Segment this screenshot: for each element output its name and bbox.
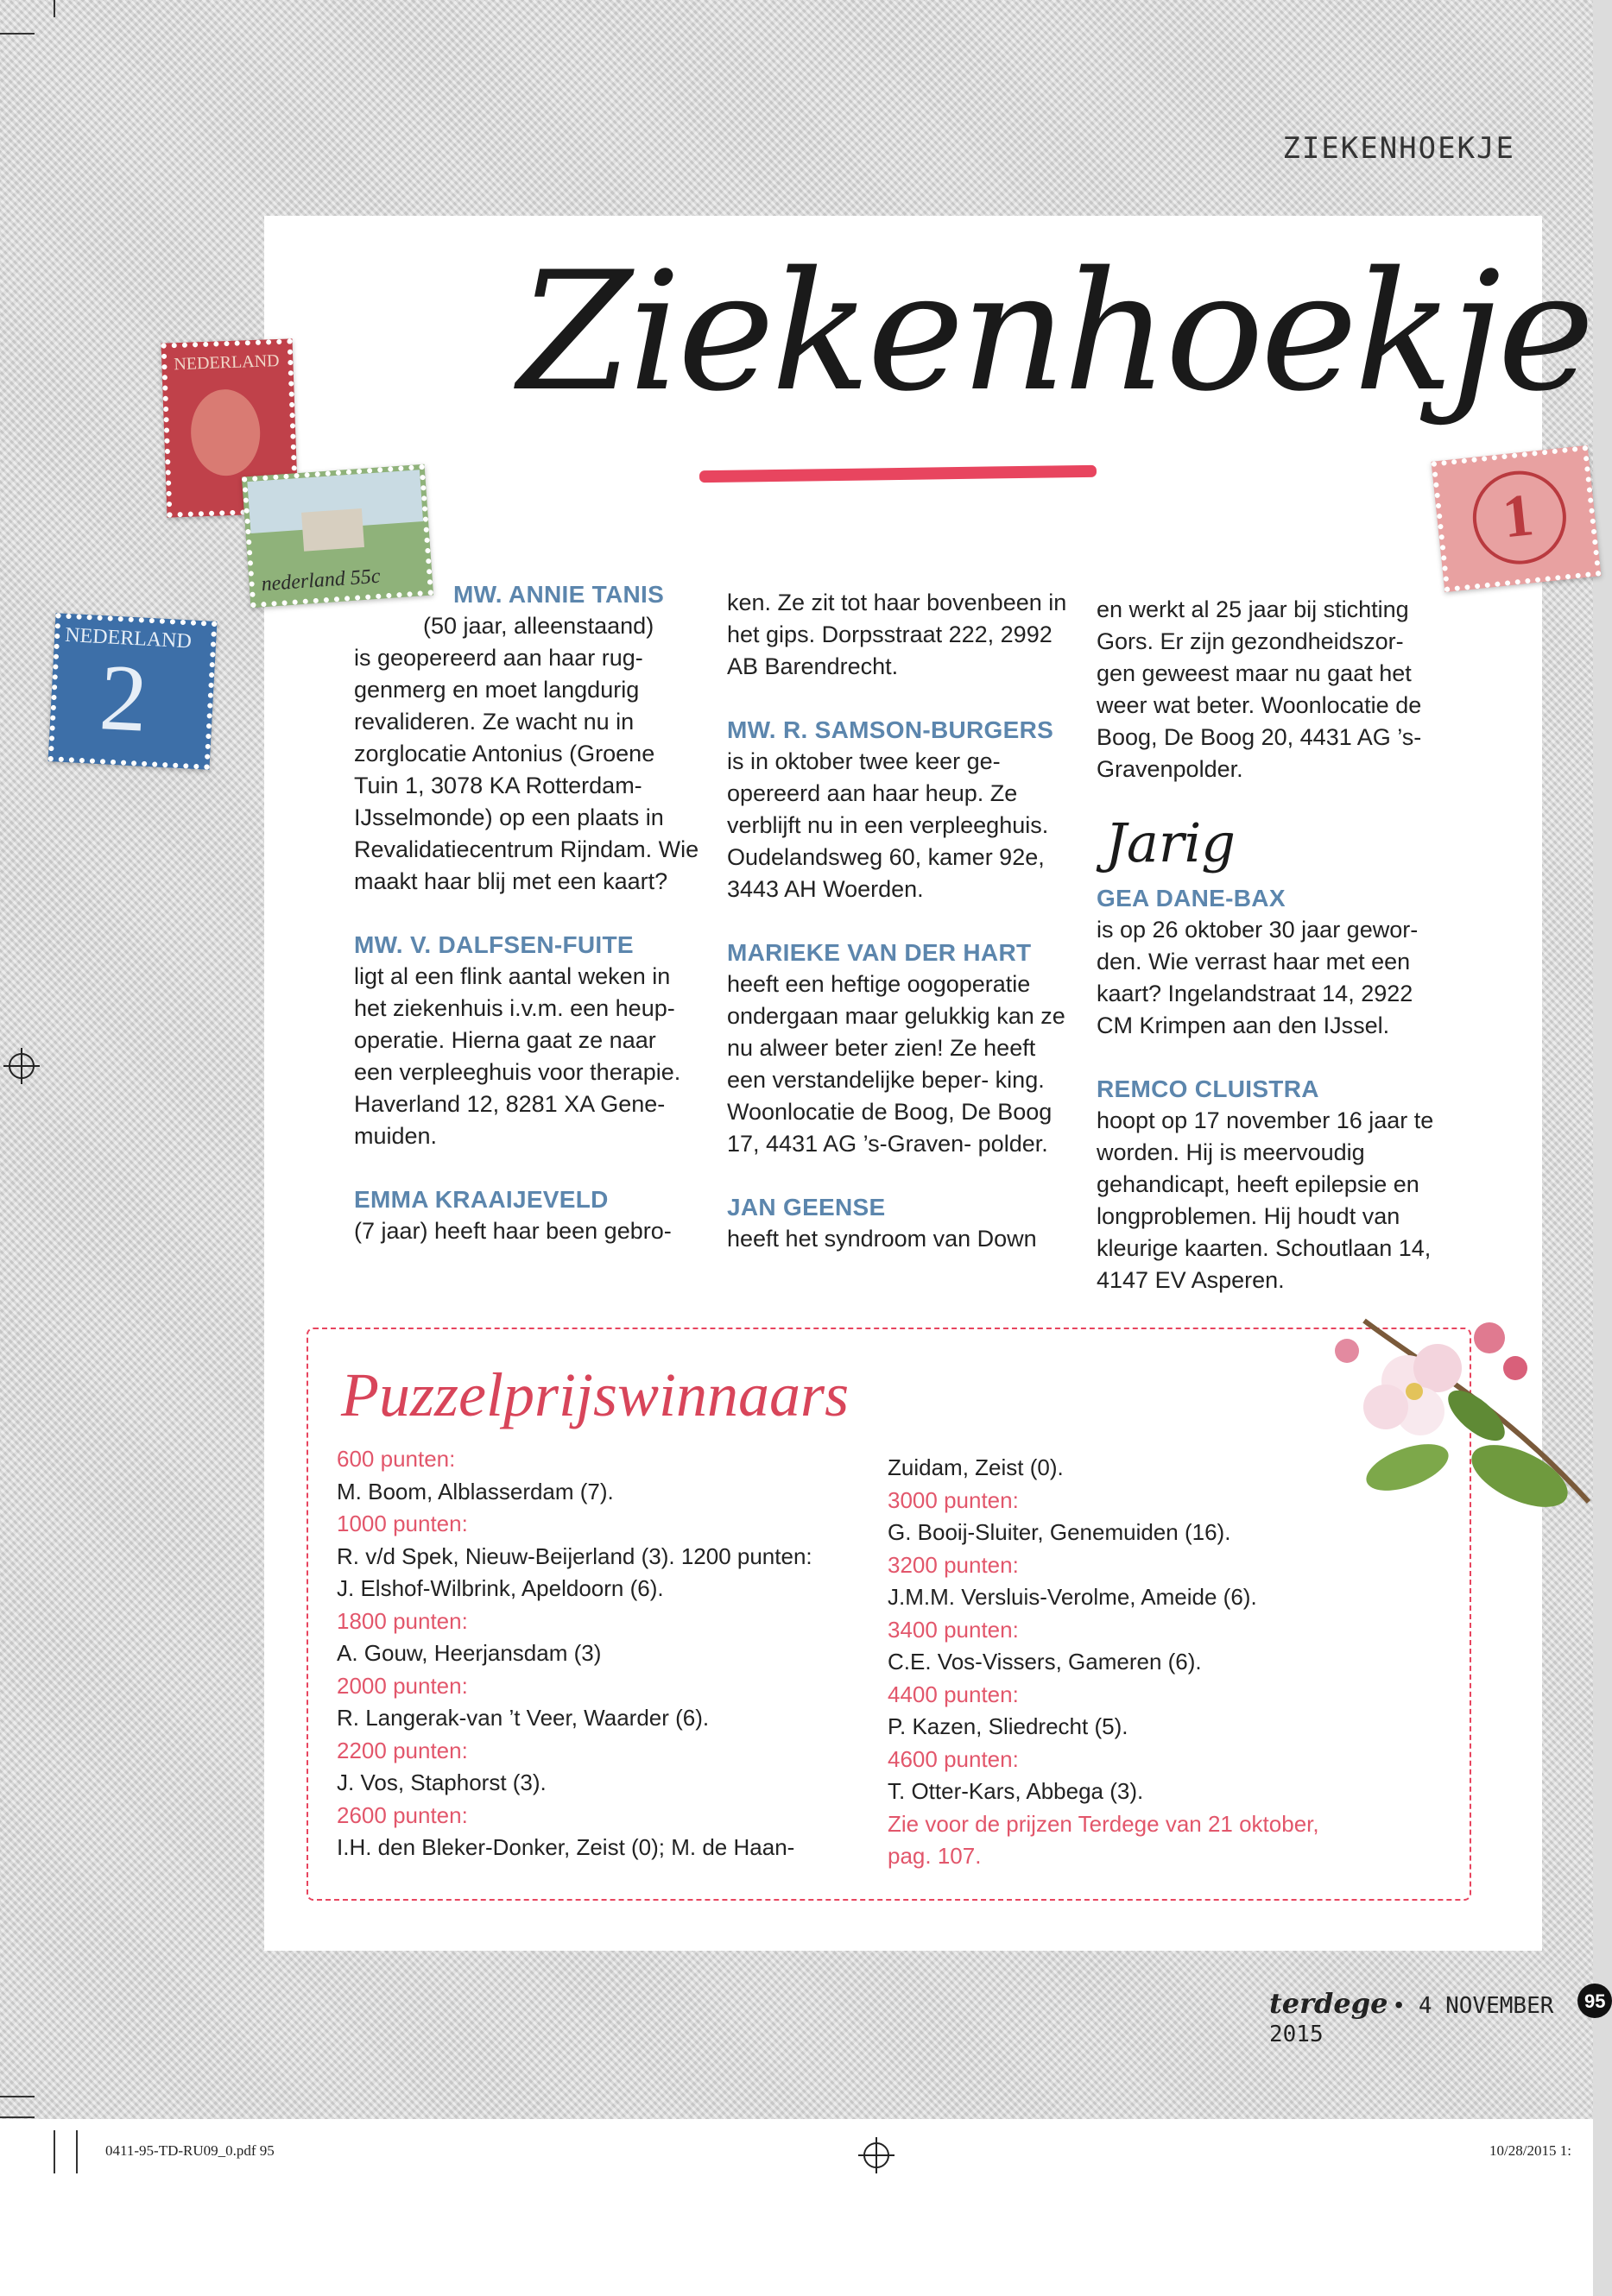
petal (1413, 1344, 1462, 1392)
entry-jan-geense (727, 1191, 1072, 1255)
page-number-badge (1577, 1984, 1612, 2018)
points-category: 4400 punten: (888, 1681, 1019, 1707)
crop-mark (54, 2130, 55, 2173)
prize-note: pag. 107. (888, 1843, 982, 1869)
footer-separator: • (1394, 1991, 1404, 2018)
winner-entry: I.H. den Bleker-Donker, Zeist (0); M. de Haan- (337, 1834, 795, 1860)
entry-name: MW. V. DALFSEN-FUITE (354, 931, 634, 958)
stamp-blue-country: NEDERLAND (64, 623, 193, 653)
jarig-heading: Jarig (1105, 811, 1236, 874)
bud (1503, 1356, 1527, 1380)
entry-emma-kraaijeveld (354, 1183, 699, 1247)
entry-remco-cluistra (1097, 1073, 1442, 1296)
article-column-3 (1097, 594, 1442, 1328)
page-footer (1269, 1987, 1593, 2047)
entry-subtitle: (50 jaar, alleenstaand) (423, 613, 654, 639)
article-column-1 (354, 578, 699, 1278)
registration-mark (9, 1053, 35, 1079)
entry-marieke-van-der-hart (727, 937, 1072, 1160)
entry-text: hoopt op 17 november 16 jaar te worden. Hij is meervoudig gehandicapt, heeft epilepsie en longproblemen. Hij houdt van kleurige kaarten. Schoutlaan 14, 4147 EV Asperen. (1097, 1107, 1434, 1293)
stamp-red-text: NEDERLAND (174, 350, 280, 375)
winner-entry: T. Otter-Kars, Abbega (3). (888, 1778, 1144, 1804)
points-category: 2200 punten: (337, 1737, 468, 1763)
petal (1363, 1385, 1408, 1429)
stamp-blue-2cent (48, 613, 218, 770)
bud (1335, 1339, 1359, 1363)
palace-icon (301, 508, 364, 552)
points-category: 4600 punten: (888, 1745, 1019, 1772)
winner-entry: Zuidam, Zeist (0). (888, 1454, 1064, 1480)
crop-mark (0, 33, 35, 35)
stamp-green-text: nederland 55c (260, 565, 382, 596)
points-category: 1800 punten: (337, 1607, 468, 1634)
winner-entry: R. Langerak-van ’t Veer, Waarder (6). (337, 1705, 710, 1731)
puzzle-winners-title: Puzzelprijswinnaars (341, 1360, 850, 1429)
winner-entry: R. v/d Spek, Nieuw-Beijerland (3). 1200 punten: (337, 1542, 812, 1569)
issue-date: 4 NOVEMBER 2015 (1269, 1993, 1554, 2047)
slug-timestamp: 10/28/2015 1: (1489, 2142, 1571, 2159)
entry-text: is op 26 oktober 30 jaar gewor- den. Wie verrast haar met een kaart? Ingelandstraat 14, 2922 CM Krimpen aan den IJssel. (1097, 917, 1419, 1038)
crop-mark (0, 2116, 35, 2118)
section-label: ZIEKENHOEKJE (1282, 131, 1515, 166)
article-column-2 (727, 587, 1072, 1286)
entry-text: en werkt al 25 jaar bij stichting Gors. Er zijn gezondheidszor- gen geweest maar nu gaat het weer wat beter. Woonlocatie de Boog, De Boog 20, 4431 AG ’s-Gravenpolder. (1097, 596, 1422, 782)
winner-entry: G. Booij-Sluiter, Genemuiden (16). (888, 1519, 1231, 1545)
points-category: 3400 punten: (888, 1616, 1019, 1643)
winner-entry: M. Boom, Alblasserdam (7). (337, 1478, 614, 1504)
points-category: 3000 punten: (888, 1486, 1019, 1513)
entry-text: (7 jaar) heeft haar been gebro- (354, 1218, 672, 1244)
entry-gea-dane-bax (1097, 882, 1442, 1042)
entry-annie-tanis (354, 578, 699, 898)
entry-name: MW. R. SAMSON-BURGERS (727, 716, 1054, 743)
leaf (1463, 1432, 1577, 1519)
stamp-pink-1cent (1432, 445, 1602, 592)
magazine-brand: terdege (1269, 1987, 1388, 2020)
portrait-icon (189, 388, 261, 477)
entry-continued (727, 587, 1072, 683)
entry-name: REMCO CLUISTRA (1097, 1075, 1319, 1102)
entry-name: EMMA KRAAIJEVELD (354, 1186, 609, 1213)
entry-text: ligt al een flink aantal weken in het ziekenhuis i.v.m. een heup- operatie. Hierna gaat ze naar een verpleeghuis voor therapie. Haverland 12, 8281 XA Gene- muiden. (354, 963, 681, 1149)
points-category: 600 punten: (337, 1446, 456, 1472)
points-category: 2600 punten: (337, 1801, 468, 1828)
entry-name: JAN GEENSE (727, 1194, 886, 1221)
points-category: 2000 punten: (337, 1672, 468, 1699)
bud (1474, 1322, 1505, 1353)
winner-entry: J. Elshof-Wilbrink, Apeldoorn (6). (337, 1575, 664, 1601)
entry-text: is in oktober twee keer ge- opereerd aan haar heup. Ze verblijft nu in een verpleeghuis. Oudelandsweg 60, kamer 92e, 3443 AH Woerden. (727, 748, 1049, 902)
stamp-pink-value: 1 (1499, 482, 1537, 552)
leaf (1360, 1435, 1454, 1500)
apple-blossom-illustration (1312, 1303, 1589, 1528)
slug-filename: 0411-95-TD-RU09_0.pdf 95 (105, 2142, 275, 2159)
entry-continued (1097, 594, 1442, 785)
points-category: 3200 punten: (888, 1551, 1019, 1578)
winner-entry: C.E. Vos-Vissers, Gameren (6). (888, 1649, 1202, 1675)
entry-text: heeft een heftige oogoperatie ondergaan maar gelukkig kan ze nu alweer beter zien! Ze heeft een verstandelijke beper- king. Woonlocatie de Boog, De Boog 17, 4431 AG ’s-Graven- polder. (727, 971, 1065, 1157)
winner-entry: J. Vos, Staphorst (3). (337, 1769, 547, 1795)
entry-name: GEA DANE-BAX (1097, 885, 1286, 911)
entry-dalfsen-fuite (354, 929, 699, 1152)
page-title: Ziekenhoekje (518, 237, 1591, 427)
prize-note: Zie voor de prijzen Terdege van 21 oktober, (888, 1810, 1319, 1837)
entry-text: is geopereerd aan haar rug- genmerg en moet langdurig revalideren. Ze wacht nu in zorglocatie Antonius (Groene Tuin 1, 3078 KA Rotterdam- IJsselmonde) op een plaats in Revalidatiecentrum Rijndam. Wie maakt haar blij met een kaart? (354, 645, 699, 894)
puzzle-winners-left-column (337, 1443, 872, 1864)
points-category: 1000 punten: (337, 1511, 468, 1536)
winner-entry: A. Gouw, Heerjansdam (3) (337, 1640, 602, 1666)
entry-samson-burgers (727, 714, 1072, 905)
page-number: 95 (1584, 1990, 1606, 2012)
leaf (1440, 1381, 1513, 1449)
flower-center (1406, 1383, 1423, 1400)
entry-text: ken. Ze zit tot haar bovenbeen in het gips. Dorpsstraat 222, 2992 AB Barendrecht. (727, 590, 1067, 679)
crop-mark (54, 0, 55, 17)
entry-text: heeft het syndroom van Down (727, 1226, 1037, 1252)
winner-entry: P. Kazen, Sliedrecht (5). (888, 1713, 1128, 1739)
crop-mark (76, 2130, 78, 2173)
entry-name: MARIEKE VAN DER HART (727, 939, 1032, 966)
crop-mark (0, 2096, 35, 2097)
entry-name: MW. ANNIE TANIS (453, 581, 665, 608)
registration-mark (863, 2142, 889, 2168)
winner-entry: J.M.M. Versluis-Verolme, Ameide (6). (888, 1584, 1257, 1610)
stamp-blue-value: 2 (97, 644, 150, 752)
